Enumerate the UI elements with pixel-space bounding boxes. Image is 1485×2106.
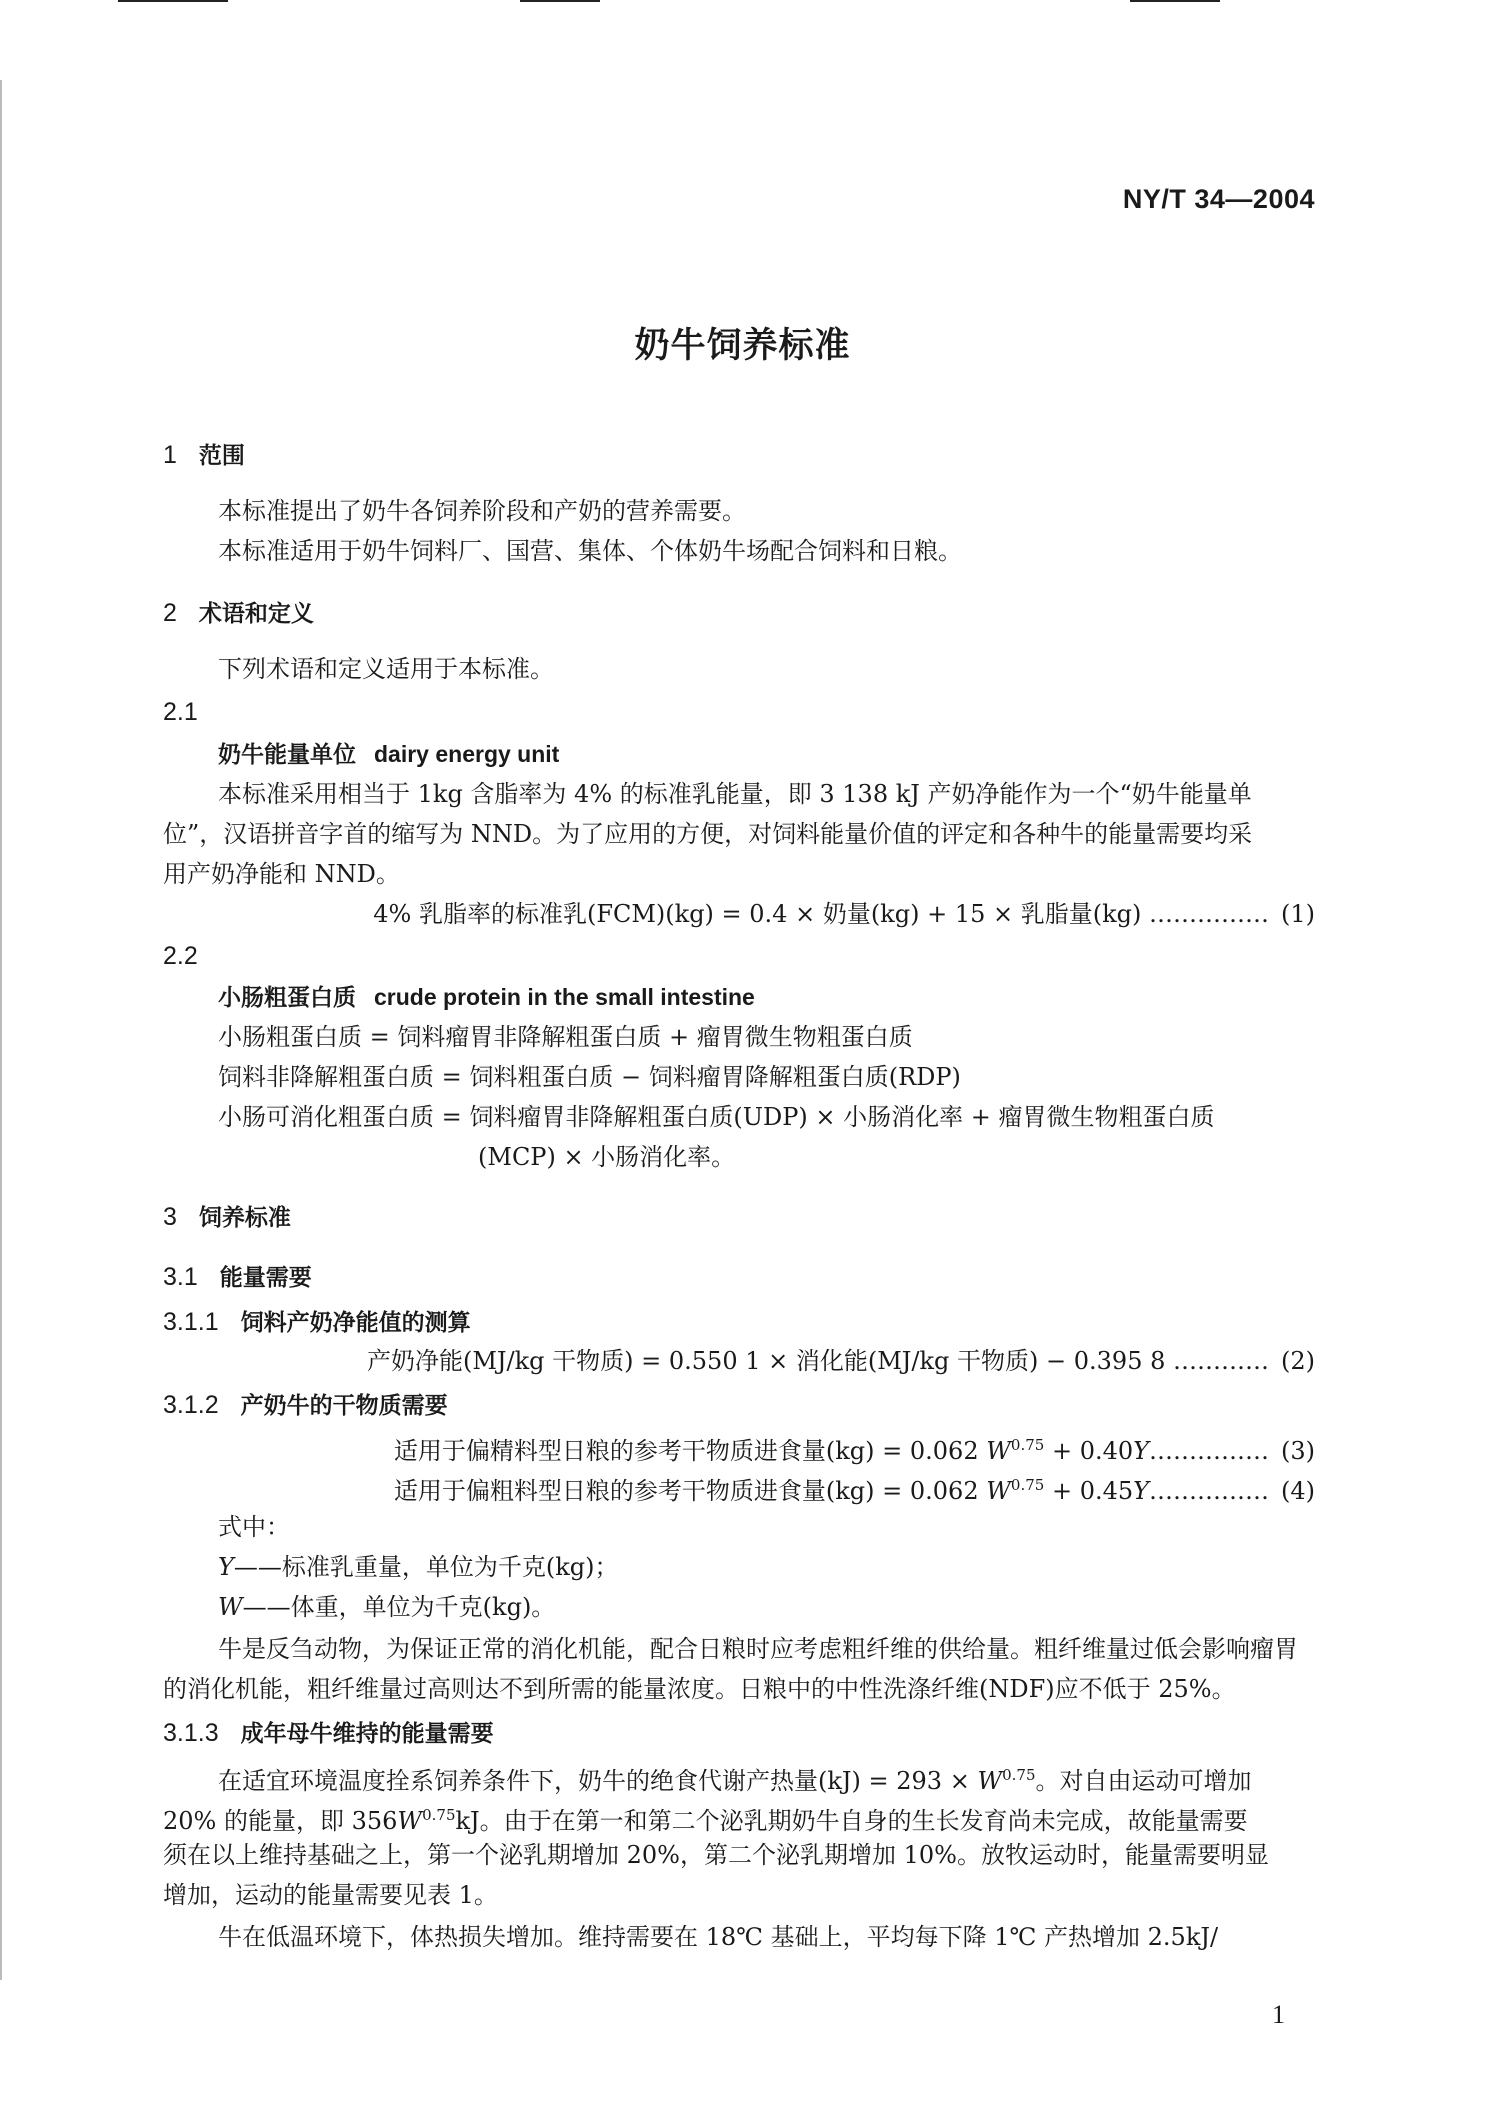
formula-line: 小肠粗蛋白质 = 饲料瘤胃非降解粗蛋白质 + 瘤胃微生物粗蛋白质 — [218, 1023, 913, 1051]
term-heading — [218, 980, 755, 1015]
subsection-title: 产奶牛的干物质需要 — [240, 1393, 448, 1419]
paragraph-line: 用产奶净能和 NND。 — [163, 860, 400, 888]
variable-y: Y — [1133, 1477, 1149, 1505]
formula-number: (1) — [1281, 900, 1315, 928]
formula-number: (4) — [1281, 1477, 1315, 1505]
formula-text: 产奶净能(MJ/kg 干物质) = 0.550 1 × 消化能(MJ/kg 干物质) − 0.395 8 ………… — [366, 1347, 1269, 1375]
formula-4 — [394, 1468, 1315, 1508]
paragraph-line: 牛是反刍动物，为保证正常的消化机能，配合日粮时应考虑粗纤维的供给量。粗纤维量过低会影响瘤胃 — [218, 1635, 1298, 1663]
subsection-title: 能量需要 — [219, 1265, 312, 1291]
clause-2-1-number: 2.1 — [163, 698, 198, 726]
standard-code: NY/T 34—2004 — [1122, 184, 1315, 214]
formula-3 — [394, 1428, 1315, 1468]
formula-line: 饲料非降解粗蛋白质 = 饲料粗蛋白质 − 饲料瘤胃降解粗蛋白质(RDP) — [218, 1063, 961, 1091]
section-number: 2 — [163, 599, 177, 627]
formula-number: (3) — [1281, 1437, 1315, 1465]
subsection-number: 3.1 — [163, 1263, 198, 1291]
variable-w: W — [397, 1807, 423, 1835]
paragraph-line: 的消化机能，粗纤维量过高则达不到所需的能量浓度。日粮中的中性洗涤纤维(NDF)应不低于 25%。 — [163, 1675, 1236, 1703]
paragraph-line — [163, 1798, 1248, 1838]
exponent: 0.75 — [1010, 1476, 1045, 1494]
leader-dots: …………… — [1149, 1437, 1269, 1465]
clause-number — [163, 695, 220, 729]
formula-1 — [373, 897, 1315, 931]
paragraph-line: 本标准采用相当于 1kg 含脂率为 4% 的标准乳能量，即 3 138 kJ 产奶净能作为一个“奶牛能量单 — [218, 780, 1252, 808]
text-fragment: kJ。由于在第一和第二个泌乳期奶牛自身的生长发育尚未完成，故能量需要 — [455, 1807, 1248, 1835]
formula-tail: + 0.40 — [1051, 1437, 1134, 1465]
section-title: 饲养标准 — [198, 1205, 291, 1231]
text-fragment: 在适宜环境温度拴系饲养条件下，奶牛的绝食代谢产热量(kJ) = 293 × — [218, 1767, 970, 1795]
formula-line: (MCP) × 小肠消化率。 — [478, 1143, 736, 1171]
subsection-3-1-heading — [163, 1260, 312, 1295]
paragraph: 本标准提出了奶牛各饲养阶段和产奶的营养需要。 — [218, 497, 746, 525]
definition-text: ——标准乳重量，单位为千克(kg)； — [233, 1553, 619, 1581]
scan-edge-mark — [520, 0, 600, 2]
term-english: dairy energy unit — [374, 741, 560, 767]
scan-edge-mark — [1130, 0, 1220, 2]
leader-dots: …………… — [1149, 1477, 1269, 1505]
scan-edge-mark — [118, 0, 228, 2]
section-2-heading — [163, 596, 314, 631]
section-title: 术语和定义 — [198, 601, 314, 627]
subsection-3-1-1-heading — [163, 1305, 471, 1340]
variable-w: W — [986, 1437, 1011, 1465]
paragraph-line — [218, 1758, 1252, 1798]
variable-y: Y — [1133, 1437, 1149, 1465]
exponent: 0.75 — [1010, 1436, 1045, 1454]
term-chinese: 小肠粗蛋白质 — [218, 985, 356, 1011]
formula-2 — [367, 1344, 1315, 1378]
subsection-number: 3.1.2 — [163, 1391, 219, 1419]
term-heading — [218, 737, 559, 772]
subsection-title: 成年母牛维持的能量需要 — [240, 1721, 494, 1747]
formula-text: 4% 乳脂率的标准乳(FCM)(kg) = 0.4 × 奶量(kg) + 15 × 乳脂量(kg) …………… — [373, 900, 1269, 928]
section-3-heading — [163, 1200, 291, 1235]
subsection-number: 3.1.1 — [163, 1308, 219, 1336]
text-fragment: 。对自由运动可增加 — [1035, 1767, 1252, 1795]
variable-w: W — [977, 1767, 1003, 1795]
formula-line: 小肠可消化粗蛋白质 = 饲料瘤胃非降解粗蛋白质(UDP) × 小肠消化率 + 瘤胃微生物粗蛋白质 — [218, 1103, 1215, 1131]
formula-number: (2) — [1281, 1347, 1315, 1375]
where-label: 式中： — [218, 1513, 290, 1541]
page-number: 1 — [1272, 2000, 1285, 2029]
variable-definition-y — [218, 1550, 618, 1584]
section-number: 1 — [163, 441, 177, 469]
variable-definition-w — [218, 1590, 555, 1624]
paragraph-line: 牛在低温环境下，体热损失增加。维持需要在 18℃ 基础上，平均每下降 1℃ 产热增加 2.5kJ/ — [218, 1923, 1219, 1951]
clause-2-2-number: 2.2 — [163, 942, 198, 970]
exponent: 0.75 — [422, 1806, 456, 1824]
formula-tail: + 0.45 — [1051, 1477, 1134, 1505]
definition-text: ——体重，单位为千克(kg)。 — [242, 1593, 556, 1621]
variable-w: W — [986, 1477, 1011, 1505]
exponent: 0.75 — [1002, 1766, 1036, 1784]
text-fragment: 20% 的能量，即 356 — [163, 1807, 398, 1835]
paragraph-line: 位”，汉语拼音字首的缩写为 NND。为了应用的方便，对饲料能量价值的评定和各种牛的能量需要均采 — [163, 820, 1253, 848]
term-chinese: 奶牛能量单位 — [218, 742, 356, 768]
section-number: 3 — [163, 1203, 177, 1231]
document-title: 奶牛饲养标准 — [634, 326, 851, 366]
variable-y: Y — [218, 1553, 234, 1581]
subsection-number: 3.1.3 — [163, 1719, 219, 1747]
section-title: 范围 — [198, 443, 245, 469]
formula-text: 适用于偏精料型日粮的参考干物质进食量(kg) = 0.062 — [393, 1437, 979, 1465]
paragraph: 下列术语和定义适用于本标准。 — [218, 655, 554, 683]
subsection-title: 饲料产奶净能值的测算 — [240, 1310, 471, 1336]
subsection-3-1-2-heading — [163, 1388, 448, 1423]
term-english: crude protein in the small intestine — [374, 984, 755, 1010]
paragraph: 本标准适用于奶牛饲料厂、国营、集体、个体奶牛场配合饲料和日粮。 — [218, 537, 962, 565]
subsection-3-1-3-heading — [163, 1716, 494, 1751]
clause-number — [163, 939, 220, 973]
variable-w: W — [218, 1593, 243, 1621]
formula-text: 适用于偏粗料型日粮的参考干物质进食量(kg) = 0.062 — [393, 1477, 979, 1505]
section-1-heading — [163, 438, 245, 473]
paragraph-line: 须在以上维持基础之上，第一个泌乳期增加 20%，第二个泌乳期增加 10%。放牧运动时，能量需要明显 — [163, 1841, 1269, 1869]
paragraph-line: 增加，运动的能量需要见表 1。 — [163, 1881, 498, 1909]
